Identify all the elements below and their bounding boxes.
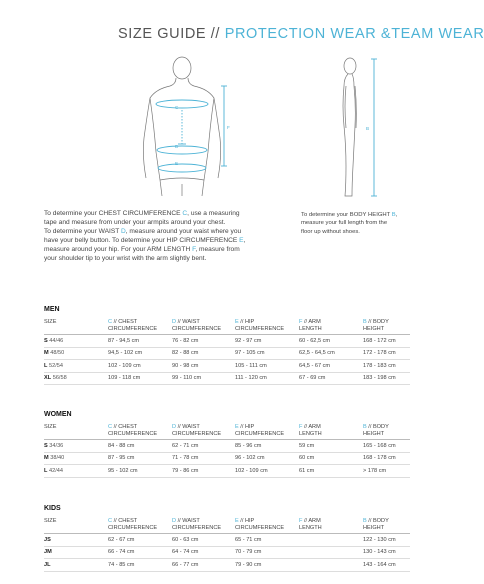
label-c: C: [175, 105, 179, 110]
header-arm: F // ARM LENGTH: [299, 424, 322, 438]
label-e: E: [175, 161, 179, 166]
instructions-text: To determine your CHEST CIRCUMFERENCE C, use a measuring tape and measure from under your armpits around your chest. To determine your WAIST D, measure around your waist where you have your belly button. To determine your HIP CIRCUMFERENCE E, measure around your hip. For your ARM LENGTH F, measure from your shoulder tip to your wrist with the arm slightly bent.: [44, 210, 246, 263]
header-hip: E // HIP CIRCUMFERENCE: [235, 319, 285, 333]
header-size: SIZE: [44, 518, 57, 524]
table-row: M 38/40 87 - 95 cm 71 - 78 cm 96 - 102 cm 60 cm 168 - 178 cm: [44, 452, 410, 464]
header-chest: C // CHEST CIRCUMFERENCE: [108, 518, 158, 532]
header-height: B // BODY HEIGHT: [363, 518, 389, 532]
label-d: D: [175, 144, 179, 149]
table-row: JM 66 - 74 cm 64 - 74 cm 70 - 79 cm 130 - 143 cm: [44, 546, 410, 558]
title-main: SIZE GUIDE //: [118, 26, 225, 42]
table-row: S 44/46 87 - 94,5 cm 76 - 82 cm 92 - 97 cm 60 - 62,5 cm 168 - 172 cm: [44, 335, 410, 347]
header-height: B // BODY HEIGHT: [363, 319, 389, 333]
table-row: L 52/54 102 - 109 cm 90 - 98 cm 105 - 111 cm 64,5 - 67 cm 178 - 183 cm: [44, 360, 410, 372]
header-hip: E // HIP CIRCUMFERENCE: [235, 518, 285, 532]
header-waist: D // WAIST CIRCUMFERENCE: [172, 424, 222, 438]
table-row: XL 56/58 109 - 118 cm 99 - 110 cm 111 - 120 cm 67 - 69 cm 183 - 198 cm: [44, 372, 410, 384]
section-title-men: MEN: [44, 306, 60, 313]
section-title-women: WOMEN: [44, 411, 72, 418]
table-header-row: [44, 318, 410, 335]
section-title-kids: KIDS: [44, 505, 61, 512]
body-height-figure: [322, 56, 392, 202]
header-waist: D // WAIST CIRCUMFERENCE: [172, 518, 222, 532]
title-accent: PROTECTION WEAR &TEAM WEAR: [224, 26, 484, 42]
label-f: F: [227, 125, 230, 130]
header-chest: C // CHEST CIRCUMFERENCE: [108, 319, 158, 333]
women-size-table: [44, 423, 410, 478]
header-size: SIZE: [44, 424, 57, 430]
header-chest: C // CHEST CIRCUMFERENCE: [108, 424, 158, 438]
table-row: S 34/36 84 - 88 cm 62 - 71 cm 85 - 96 cm 59 cm 165 - 168 cm: [44, 440, 410, 452]
table-row: L 42/44 95 - 102 cm 79 - 86 cm 102 - 109 cm 61 cm > 178 cm: [44, 465, 410, 477]
page-title: [118, 26, 484, 42]
table-row: JS 62 - 67 cm 60 - 63 cm 65 - 71 cm 122 - 130 cm: [44, 534, 410, 546]
table-row: JL 74 - 85 cm 66 - 77 cm 79 - 90 cm 143 - 164 cm: [44, 559, 410, 571]
table-header-row: [44, 423, 410, 440]
header-arm: F // ARM LENGTH: [299, 319, 322, 333]
header-hip: E // HIP CIRCUMFERENCE: [235, 424, 285, 438]
header-height: B // BODY HEIGHT: [363, 424, 389, 438]
header-arm: F // ARM LENGTH: [299, 518, 322, 532]
table-row: M 48/50 94,5 - 102 cm 82 - 88 cm 97 - 105 cm 62,5 - 64,5 cm 172 - 178 cm: [44, 347, 410, 359]
header-size: SIZE: [44, 319, 57, 325]
table-header-row: [44, 517, 410, 534]
label-b: B: [366, 126, 370, 131]
torso-measurement-figure: [120, 56, 260, 196]
header-waist: D // WAIST CIRCUMFERENCE: [172, 319, 222, 333]
height-instructions-text: To determine your BODY HEIGHT B, measure your full length from the floor up without shoes.: [301, 212, 398, 235]
kids-size-table: [44, 517, 410, 572]
men-size-table: [44, 318, 410, 385]
